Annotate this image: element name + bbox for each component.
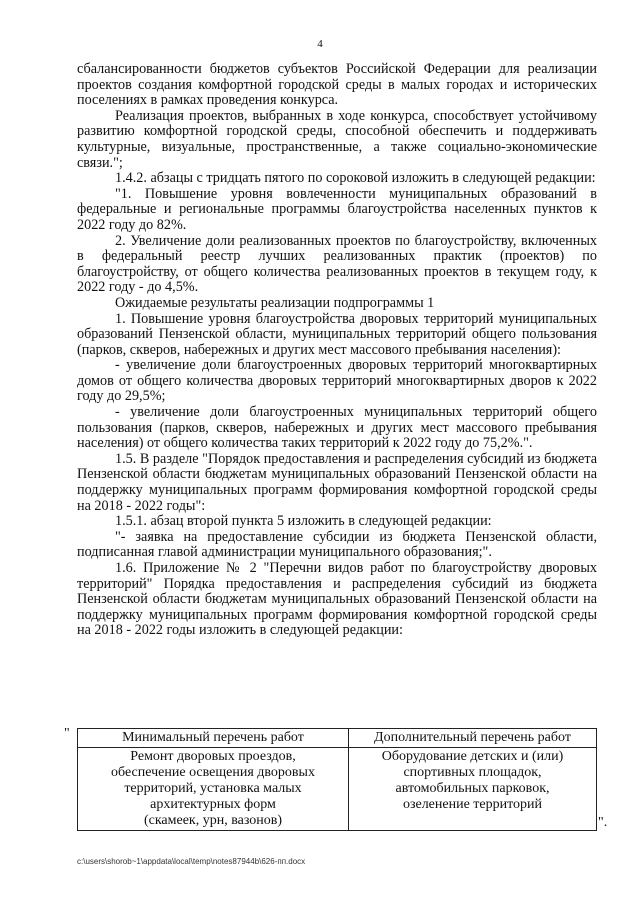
paragraph: Ожидаемые результаты реализации подпрограммы 1 <box>115 294 435 311</box>
paragraph: "- заявка на предоставление субсидии из бюджета Пензенской области, подписанная главой администрации муниципального образования;". <box>77 528 597 561</box>
cell-line: Ремонт дворовых проездов, <box>130 749 296 764</box>
table-header-additional: Дополнительный перечень работ <box>349 729 597 748</box>
paragraph: "1. Повышение уровня вовлеченности муниципальных образований в федеральные и региональные программы благоустройства населенных пунктов к 2022 году до 82%. <box>77 185 597 233</box>
footer-file-path: c:\users\shorob~1\appdata\local\temp\notes87944b\626-пп.docx <box>77 857 306 866</box>
cell-line: обеспечение освещения дворовых <box>111 765 315 780</box>
cell-line: архитектурных форм <box>150 797 276 812</box>
cell-line: автомобильных парковок, <box>395 781 550 796</box>
cell-line: Оборудование детских и (или) <box>381 749 564 764</box>
page-number: 4 <box>317 38 323 50</box>
table-cell-minimal <box>78 748 349 831</box>
paragraph: сбалансированности бюджетов субъектов Российской Федерации для реализации проектов создания комфортной городской среды в малых городах и исторических поселениях в рамках проведения конкурса. <box>77 61 597 109</box>
cell-line: озеленение территорий <box>402 797 543 812</box>
table-closing-quote: ". <box>598 815 608 830</box>
table-opening-quote: " <box>64 726 70 741</box>
paragraph: 1.5. В разделе "Порядок предоставления и распределения субсидий из бюджета Пензенской области бюджетам муниципальных образований Пензенской области на поддержку муниципальных программ формирования комфортной городской среды на 2018 - 2022 годы": <box>77 450 597 514</box>
paragraph: - увеличение доли благоустроенных муниципальных территорий общего пользования (парков, скверов, набережных и других мест массового пребывания населения) от общего количества таких территорий к 2022 году до 75,2%.". <box>77 404 597 452</box>
cell-line: спортивных площадок, <box>403 765 542 780</box>
document-body <box>77 62 597 639</box>
paragraph: Реализация проектов, выбранных в ходе конкурса, способствует устойчивому развитию комфортной городской среды, способной обеспечить и поддерживать культурные, визуальные, пространственные, а также социально-экономические связи."; <box>77 107 597 171</box>
table-cell-additional <box>349 748 597 831</box>
paragraph: 1.6. Приложение № 2 "Перечни видов работ по благоустройству дворовых территорий" Порядка предоставления и распределения субсидий из бюджета Пензенской области бюджетам муниципальных образований Пензенской области на поддержку муниципальных программ формирования комфортной городской среды на 2018 - 2022 годы изложить в следующей редакции: <box>77 560 597 639</box>
paragraph: - увеличение доли благоустроенных дворовых территорий многоквартирных домов от общего количества дворовых территорий многоквартирных дворов к 2022 году до 29,5%; <box>77 357 597 405</box>
paragraph: 1.4.2. абзацы с тридцать пятого по сороковой изложить в следующей редакции: <box>115 170 596 187</box>
works-table <box>77 728 597 831</box>
cell-line: (скамеек, урн, вазонов) <box>143 813 283 828</box>
table-header-minimal: Минимальный перечень работ <box>78 729 349 748</box>
paragraph: 1.5.1. абзац второй пункта 5 изложить в следующей редакции: <box>115 513 492 530</box>
paragraph: 1. Повышение уровня благоустройства дворовых территорий муниципальных образований Пензенской области, муниципальных территорий общего пользования (парков, скверов, набережных и других мест массового пребывания населения): <box>77 310 597 358</box>
paragraph: 2. Увеличение доли реализованных проектов по благоустройству, включенных в федеральный реестр лучших реализованных практик (проектов) по благоустройству, от общего количества реализованных проектов в текущем году, к 2022 году - до 4,5%. <box>77 232 597 296</box>
cell-line: территорий, установка малых <box>124 781 302 796</box>
